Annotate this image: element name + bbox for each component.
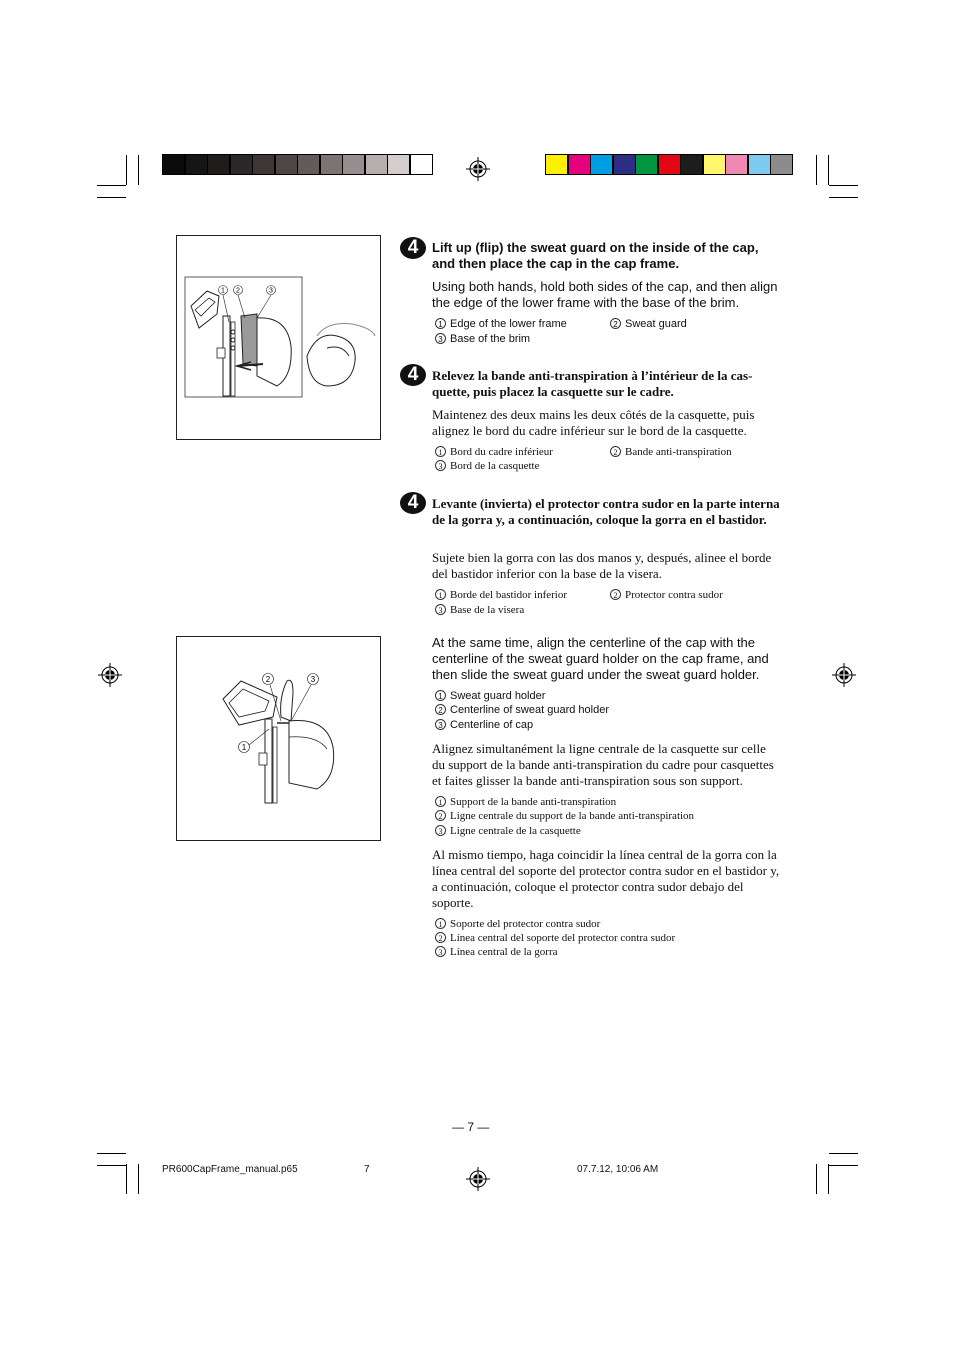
crop-mark xyxy=(97,1153,126,1154)
caption-number: 1 xyxy=(435,589,446,600)
caption-text: Centerline of sweat guard holder xyxy=(450,704,609,716)
color-swatch xyxy=(658,154,681,175)
caption-text: Borde del bastidor inferior xyxy=(450,589,567,601)
caption-text: Línea central del soporte del protector contra sudor xyxy=(450,932,676,944)
gray-swatch xyxy=(252,154,275,175)
color-swatch xyxy=(590,154,613,175)
caption-number: 1 xyxy=(435,446,446,457)
caption-number: 2 xyxy=(435,932,446,943)
crop-mark xyxy=(829,1153,858,1154)
color-swatch xyxy=(703,154,726,175)
caption-number: 1 xyxy=(435,918,446,929)
caption-item xyxy=(435,718,533,732)
crop-mark xyxy=(126,155,127,185)
caption-number: 2 xyxy=(610,446,621,457)
registration-mark-icon xyxy=(466,157,490,181)
figure2-label: 1 xyxy=(241,743,247,752)
caption-text: Sweat guard holder xyxy=(450,690,546,702)
caption-number: 2 xyxy=(610,589,621,600)
caption-number: 3 xyxy=(435,333,446,344)
crop-mark xyxy=(829,185,858,186)
caption-text: Ligne centrale du support de la bande anti-transpiration xyxy=(450,810,695,822)
color-swatch xyxy=(680,154,703,175)
crop-mark xyxy=(816,1164,817,1194)
footer-page: 7 xyxy=(364,1164,370,1175)
crop-mark xyxy=(829,1165,858,1166)
caption-text: Bord du cadre inférieur xyxy=(450,446,553,458)
caption-item xyxy=(435,445,553,459)
registration-mark-icon xyxy=(466,1167,490,1191)
caption-item xyxy=(435,689,545,703)
gray-swatch xyxy=(365,154,388,175)
caption-number: 3 xyxy=(435,825,446,836)
paragraph-fr: Alignez simultanément la ligne centrale de la casquette sur celle du support de la bande anti-transpiration du cadre pour casquettes et faites glisser la bande anti-transpiration sous son support. xyxy=(432,741,774,788)
figure2-label: 2 xyxy=(265,675,271,684)
caption-item xyxy=(610,445,732,459)
caption-text: Soporte del protector contra sudor xyxy=(450,918,601,930)
caption-item xyxy=(435,795,616,809)
figure1-label: 3 xyxy=(269,287,273,295)
caption-number: 3 xyxy=(435,719,446,730)
color-swatch xyxy=(545,154,568,175)
caption-item xyxy=(435,332,530,346)
caption-item xyxy=(435,603,524,617)
caption-text: Support de la bande anti-transpiration xyxy=(450,796,617,808)
caption-item xyxy=(610,588,723,602)
caption-number: 1 xyxy=(435,690,446,701)
crop-mark xyxy=(97,197,126,198)
gray-swatch xyxy=(230,154,253,175)
figure1-label: 2 xyxy=(236,287,240,295)
page-number: — 7 — xyxy=(452,1120,490,1134)
step-number-badge: 4 xyxy=(400,492,426,514)
step-body-fr: Maintenez des deux mains les deux côtés de la casquette, puis alignez le bord du cadre inférieur sur le bord de la casquette. xyxy=(432,407,755,438)
figure1-label: 1 xyxy=(221,287,225,295)
footer-filename: PR600CapFrame_manual.p65 xyxy=(162,1164,298,1175)
crop-mark xyxy=(138,155,139,185)
caption-text: Sweat guard xyxy=(625,318,687,330)
crop-mark xyxy=(97,1165,126,1166)
gray-swatch xyxy=(297,154,320,175)
figure-centerline-alignment xyxy=(176,636,381,841)
caption-text: Protector contra sudor xyxy=(625,589,723,601)
color-swatch xyxy=(748,154,771,175)
caption-text: Bord de la casquette xyxy=(450,460,540,472)
gray-swatch xyxy=(320,154,343,175)
gray-swatch xyxy=(387,154,410,175)
caption-item xyxy=(610,317,687,331)
crop-mark xyxy=(829,197,858,198)
figure-cap-placement xyxy=(176,235,381,440)
gray-swatch xyxy=(162,154,185,175)
crop-mark xyxy=(138,1164,139,1194)
step-heading-es: Levante (invierta) el protector contra sudor en la parte interna de la gorra y, a continuación, coloque la gorra en el bastidor. xyxy=(432,496,780,527)
caption-text: Base de la visera xyxy=(450,604,525,616)
caption-text: Edge of the lower frame xyxy=(450,318,567,330)
caption-number: 2 xyxy=(435,810,446,821)
step-number-badge: 4 xyxy=(400,237,426,259)
gray-swatch xyxy=(207,154,230,175)
step-number-badge: 4 xyxy=(400,364,426,386)
color-swatch xyxy=(725,154,748,175)
registration-mark-icon xyxy=(98,663,122,687)
caption-item xyxy=(435,931,675,945)
gray-swatch xyxy=(185,154,208,175)
sweat-guard-holder-illustration xyxy=(177,637,380,840)
caption-item xyxy=(435,809,694,823)
caption-item xyxy=(435,703,609,717)
paragraph-en: At the same time, align the centerline of the cap with the centerline of the sweat guard holder on the cap frame, and then slide the sweat guard under the sweat guard holder. xyxy=(432,635,769,682)
caption-item xyxy=(435,459,540,473)
figure2-label: 3 xyxy=(310,675,316,684)
step-body-es: Sujete bien la gorra con las dos manos y, después, alinee el borde del bastidor inferior con la base de la visera. xyxy=(432,550,772,581)
caption-number: 2 xyxy=(610,318,621,329)
caption-number: 1 xyxy=(435,318,446,329)
caption-number: 3 xyxy=(435,604,446,615)
registration-mark-icon xyxy=(832,663,856,687)
crop-mark xyxy=(828,1164,829,1194)
cap-frame-illustration xyxy=(177,236,380,439)
color-swatch xyxy=(568,154,591,175)
gray-swatch xyxy=(410,154,433,175)
caption-item xyxy=(435,588,567,602)
caption-number: 1 xyxy=(435,796,446,807)
crop-mark xyxy=(126,1164,127,1194)
caption-text: Base of the brim xyxy=(450,333,531,345)
gray-swatch xyxy=(275,154,298,175)
color-swatch xyxy=(770,154,793,175)
paragraph-es: Al mismo tiempo, haga coincidir la línea central de la gorra con la línea central del soporte del protector contra sudor en el bastidor y, a continuación, coloque el protector contra sudor debajo del soporte. xyxy=(432,847,780,910)
caption-item xyxy=(435,945,558,959)
crop-mark xyxy=(97,185,126,186)
step-heading-fr: Relevez la bande anti-transpiration à l’intérieur de la cas-quette, puis placez la casquette sur le cadre. xyxy=(432,368,753,399)
caption-number: 3 xyxy=(435,946,446,957)
step-heading-en: Lift up (flip) the sweat guard on the inside of the cap, and then place the cap in the cap frame. xyxy=(432,240,759,271)
caption-item xyxy=(435,917,600,931)
gray-swatch xyxy=(342,154,365,175)
caption-number: 3 xyxy=(435,460,446,471)
caption-text: Ligne centrale de la casquette xyxy=(450,825,581,837)
caption-text: Centerline of cap xyxy=(450,719,534,731)
caption-text: Bande anti-transpiration xyxy=(625,446,732,458)
footer-timestamp: 07.7.12, 10:06 AM xyxy=(577,1164,659,1175)
caption-text: Línea central de la gorra xyxy=(450,946,558,958)
color-swatch xyxy=(613,154,636,175)
caption-number: 2 xyxy=(435,704,446,715)
caption-item xyxy=(435,317,567,331)
crop-mark xyxy=(816,155,817,185)
step-body-en: Using both hands, hold both sides of the cap, and then align the edge of the lower frame with the base of the brim. xyxy=(432,279,778,310)
color-swatch xyxy=(635,154,658,175)
caption-item xyxy=(435,824,581,838)
crop-mark xyxy=(828,155,829,185)
